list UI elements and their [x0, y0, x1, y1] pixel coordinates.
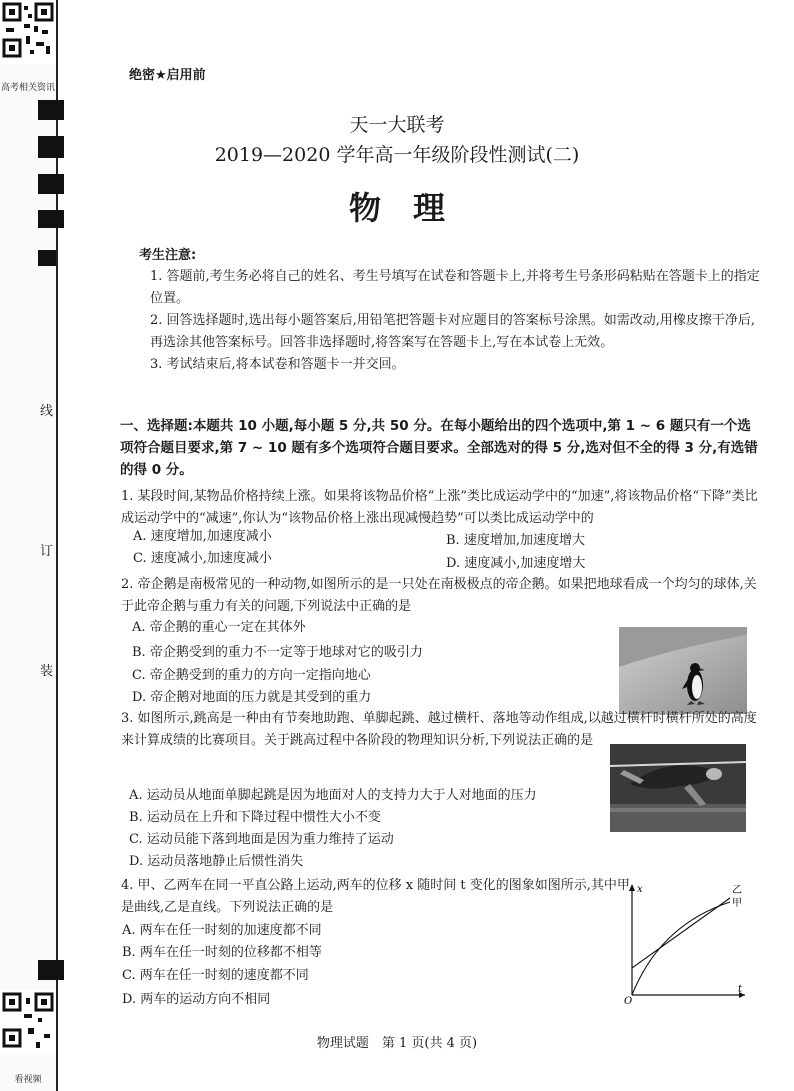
bottom-qr-caption: 看视频 — [14, 1075, 42, 1085]
option-a: A. 两车在任一时刻的加速度都不同 — [122, 923, 322, 938]
option-a: A. 运动员从地面单脚起跳是因为地面对人的支持力大于人对地面的压力 — [129, 788, 537, 803]
question-stem: 1. 某段时间,某物品价格持续上涨。如果将该物品价格“上涨”类比成运动学中的“加速”,将该物品价格“下降”类比成运动学中的“减速”,你认为“该物品价格上涨出现减慢趋势”可以类比成运动学中的 — [121, 489, 758, 526]
binding-label-line: 线 — [40, 404, 54, 419]
curve-label-yi: 乙 — [732, 885, 742, 896]
option-d: D. 两车的运动方向不相同 — [122, 992, 271, 1007]
high-jump-photo — [610, 744, 746, 832]
option-a: A. 帝企鹅的重心一定在其体外 — [132, 620, 306, 635]
option-b: B. 两车在任一时刻的位移都不相等 — [122, 945, 322, 960]
subject-title: 物 理 — [348, 189, 445, 227]
x-axis-label: x — [637, 884, 643, 895]
option-c: C. 速度减小,加速度减小 — [133, 551, 272, 566]
option-d: D. 帝企鹅对地面的压力就是其受到的重力 — [132, 690, 372, 705]
option-b: B. 运动员在上升和下降过程中惯性大小不变 — [129, 810, 381, 825]
x-axis-arrow-icon — [629, 884, 635, 891]
question-stem: 3. 如图所示,跳高是一种由有节奏地助跑、单脚起跳、越过横杆、落地等动作组成,以越过横杆时横杆所处的高度来计算成绩的比赛项目。关于跳高过程中各阶段的物理知识分析,下列说法正确的是 — [121, 711, 757, 748]
x-t-graph — [620, 880, 750, 1005]
option-d: D. 运动员落地静止后惯性消失 — [129, 854, 304, 869]
notice-item: 2. 回答选择题时,选出每小题答案后,用铅笔把答题卡对应题目的答案标号涂黑。如需改动,用橡皮擦干净后,再选涂其他答案标号。回答非选择题时,将答案写在答题卡上,写在本试卷上无效。 — [150, 313, 756, 350]
t-axis-label: t — [738, 984, 743, 995]
curve-label-jia: 甲 — [732, 898, 742, 909]
option-c: C. 运动员能下落到地面是因为重力维持了运动 — [129, 832, 394, 847]
confidential-label: 绝密★启用前 — [129, 68, 206, 83]
origin-label: O — [624, 996, 633, 1005]
question-stem: 4. 甲、乙两车在同一平直公路上运动,两车的位移 x 随时间 t 变化的图象如图所示,其中甲是曲线,乙是直线。下列说法正确的是 — [121, 878, 630, 915]
notice-heading: 考生注意: — [139, 248, 197, 263]
notice-item: 3. 考试结束后,将本试卷和答题卡一并交回。 — [150, 357, 405, 372]
exam-org: 天一大联考 — [349, 114, 445, 136]
option-c: C. 帝企鹅受到的重力的方向一定指向地心 — [132, 668, 371, 683]
binding-label-mount: 装 — [40, 664, 54, 679]
page-footer: 物理试题 第 1 页(共 4 页) — [316, 1036, 478, 1051]
top-qr-caption: 高考相关资讯 — [0, 83, 55, 93]
option-c: C. 两车在任一时刻的速度都不同 — [122, 968, 309, 983]
option-a: A. 速度增加,加速度减小 — [133, 529, 272, 544]
section-heading: 一、选择题:本题共 10 小题,每小题 5 分,共 50 分。在每小题给出的四个选项中,第 1 ~ 6 题只有一个选项符合题目要求,第 7 ~ 10 题有多个选项符合题目要求。全部选对的得 5 分,选对但不全的得 3 分,有选错的得 0 分。 — [120, 418, 758, 478]
exam-title: 2019—2020 学年高一年级阶段性测试(二) — [214, 144, 580, 166]
option-b: B. 速度增加,加速度增大 — [446, 533, 585, 548]
binding-label-bind: 订 — [40, 544, 54, 559]
penguin-photo — [619, 627, 747, 714]
line-yi — [632, 898, 730, 968]
option-d: D. 速度减小,加速度增大 — [446, 556, 586, 571]
curve-jia — [632, 902, 730, 995]
notice-item: 1. 答题前,考生务必将自己的姓名、考生号填写在试卷和答题卡上,并将考生号条形码粘贴在答题卡上的指定位置。 — [150, 269, 760, 306]
question-stem: 2. 帝企鹅是南极常见的一种动物,如图所示的是一只处在南极极点的帝企鹅。如果把地球看成一个均匀的球体,关于此帝企鹅与重力有关的问题,下列说法中正确的是 — [121, 577, 757, 614]
top-qr-code-icon — [0, 0, 56, 64]
option-b: B. 帝企鹅受到的重力不一定等于地球对它的吸引力 — [132, 645, 423, 660]
